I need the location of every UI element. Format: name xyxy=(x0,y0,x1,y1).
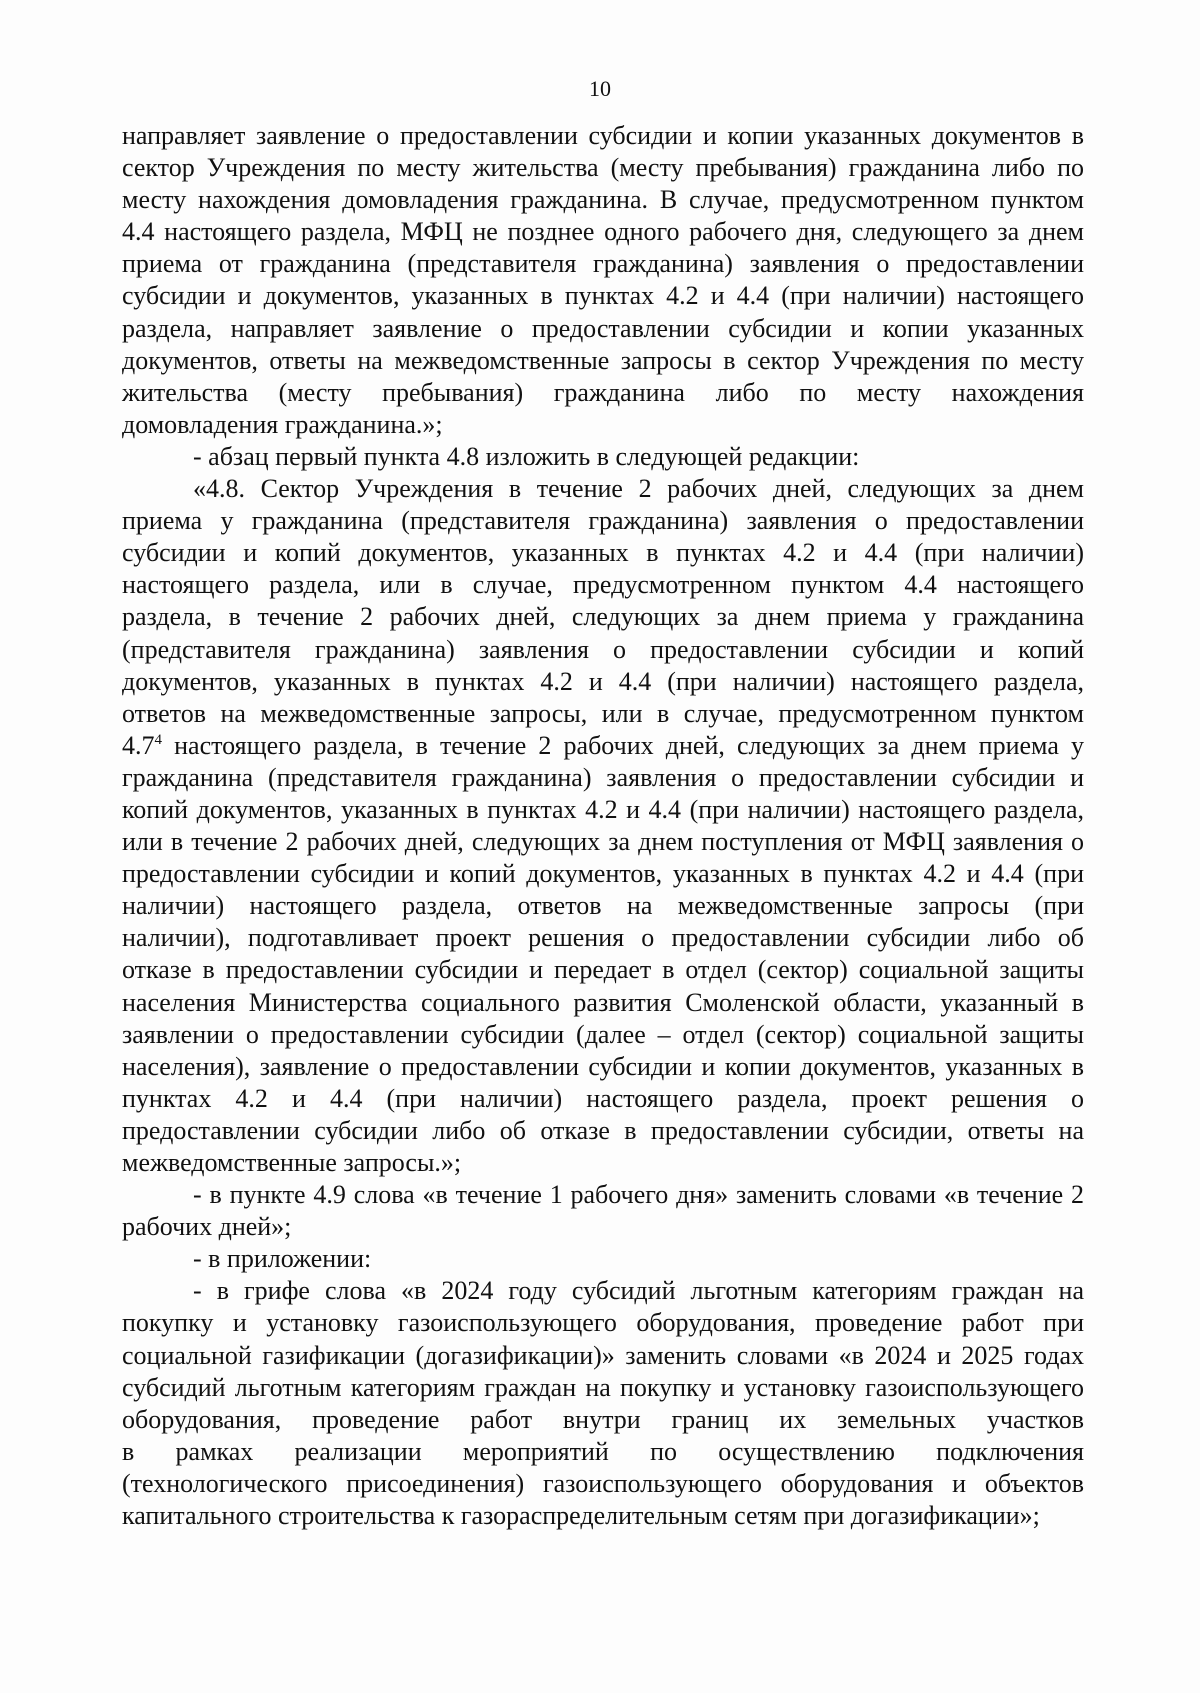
text-line: сектор Учреждения по месту жительства (месту пребывания) гражданина либо по xyxy=(122,153,1084,183)
text-line: в рамках реализации мероприятий по осуществлению подключения xyxy=(122,1436,1084,1466)
text-line: документов, указанных в пунктах 4.2 и 4.4 (при наличии) настоящего раздела, xyxy=(122,666,1084,696)
text-line: раздела, в течение 2 рабочих дней, следующих за днем приема у гражданина xyxy=(122,602,1084,632)
text-line: субсидии и копий документов, указанных в пунктах 4.2 и 4.4 (при наличии) xyxy=(122,538,1084,568)
document-body xyxy=(122,120,1084,1532)
text-line: приема у гражданина (представителя гражданина) заявления о предоставлении xyxy=(122,506,1084,536)
text-line: настоящего раздела, или в случае, предусмотренном пунктом 4.4 настоящего xyxy=(122,570,1084,600)
text-line: - в приложении: xyxy=(193,1244,372,1274)
text-line: домовладения гражданина.»; xyxy=(122,409,443,439)
text-line: (технологического присоединения) газоиспользующего оборудования и объектов xyxy=(122,1468,1084,1498)
text-line: месту нахождения домовладения гражданина. В случае, предусмотренном пунктом xyxy=(122,185,1084,215)
text-line: - в пункте 4.9 слова «в течение 1 рабочего дня» заменить словами «в течение 2 xyxy=(193,1180,1084,1210)
text-line: документов, ответы на межведомственные запросы в сектор Учреждения по месту xyxy=(122,345,1084,375)
text-line: населения Министерства социального развития Смоленской области, указанный в xyxy=(122,987,1084,1017)
text-line: приема от гражданина (представителя гражданина) заявления о предоставлении xyxy=(122,249,1084,279)
text-line xyxy=(122,730,1084,762)
text-line: предоставлении субсидии и копий документов, указанных в пунктах 4.2 и 4.4 (при xyxy=(122,859,1084,889)
text-line: ответов на межведомственные запросы, или в случае, предусмотренном пунктом xyxy=(122,698,1084,728)
text-line: копий документов, указанных в пунктах 4.2 и 4.4 (при наличии) настоящего раздела, xyxy=(122,794,1084,824)
text-line: пунктах 4.2 и 4.4 (при наличии) настоящего раздела, проект решения о xyxy=(122,1083,1084,1113)
text-line: наличии) настоящего раздела, ответов на межведомственные запросы (при xyxy=(122,891,1084,921)
text-line: субсидий льготным категориям граждан на покупку и установку газоиспользующего xyxy=(122,1372,1084,1402)
text-line: покупку и установку газоиспользующего оборудования, проведение работ при xyxy=(122,1308,1084,1338)
text-line: жительства (месту пребывания) гражданина либо по месту нахождения xyxy=(122,377,1084,407)
text-line: - в грифе слова «в 2024 году субсидий льготным категориям граждан на xyxy=(193,1276,1084,1306)
text-line: направляет заявление о предоставлении субсидии и копии указанных документов в xyxy=(122,121,1084,150)
text-line: заявлении о предоставлении субсидии (далее – отдел (сектор) социальной защиты xyxy=(122,1019,1084,1049)
text-line: субсидии и документов, указанных в пунктах 4.2 и 4.4 (при наличии) настоящего xyxy=(122,281,1084,311)
text-line: рабочих дней»; xyxy=(122,1212,292,1242)
text-line: 4.4 настоящего раздела, МФЦ не позднее одного рабочего дня, следующего за днем xyxy=(122,217,1084,247)
text-line: гражданина (представителя гражданина) заявления о предоставлении субсидии и xyxy=(122,762,1084,792)
text-line: или в течение 2 рабочих дней, следующих за днем поступления от МФЦ заявления о xyxy=(122,827,1084,857)
text-line: оборудования, проведение работ внутри границ их земельных участков xyxy=(122,1404,1084,1434)
text-fragment: 4.7 xyxy=(122,730,155,760)
text-line: наличии), подготавливает проект решения о предоставлении субсидии либо об xyxy=(122,923,1084,953)
text-line: раздела, направляет заявление о предоставлении субсидии и копии указанных xyxy=(122,313,1084,343)
text-line: населения), заявление о предоставлении субсидии и копии документов, указанных в xyxy=(122,1051,1084,1081)
page-number: 10 xyxy=(589,76,611,101)
text-fragment: настоящего раздела, в течение 2 рабочих дней, следующих за днем приема у xyxy=(162,730,1084,760)
text-line: - абзац первый пункта 4.8 изложить в следующей редакции: xyxy=(193,441,860,471)
text-line: предоставлении субсидии либо об отказе в предоставлении субсидии, ответы на xyxy=(122,1115,1084,1145)
text-line: социальной газификации (догазификации)» заменить словами «в 2024 и 2025 годах xyxy=(122,1340,1084,1370)
text-line: (представителя гражданина) заявления о предоставлении субсидии и копий xyxy=(122,634,1084,664)
text-line: «4.8. Сектор Учреждения в течение 2 рабочих дней, следующих за днем xyxy=(193,474,1084,504)
superscript: 4 xyxy=(154,731,162,748)
text-line: капитального строительства к газораспределительным сетям при догазификации»; xyxy=(122,1501,1040,1531)
text-line: межведомственные запросы.»; xyxy=(122,1148,462,1177)
text-line: отказе в предоставлении субсидии и передает в отдел (сектор) социальной защиты xyxy=(122,955,1084,985)
